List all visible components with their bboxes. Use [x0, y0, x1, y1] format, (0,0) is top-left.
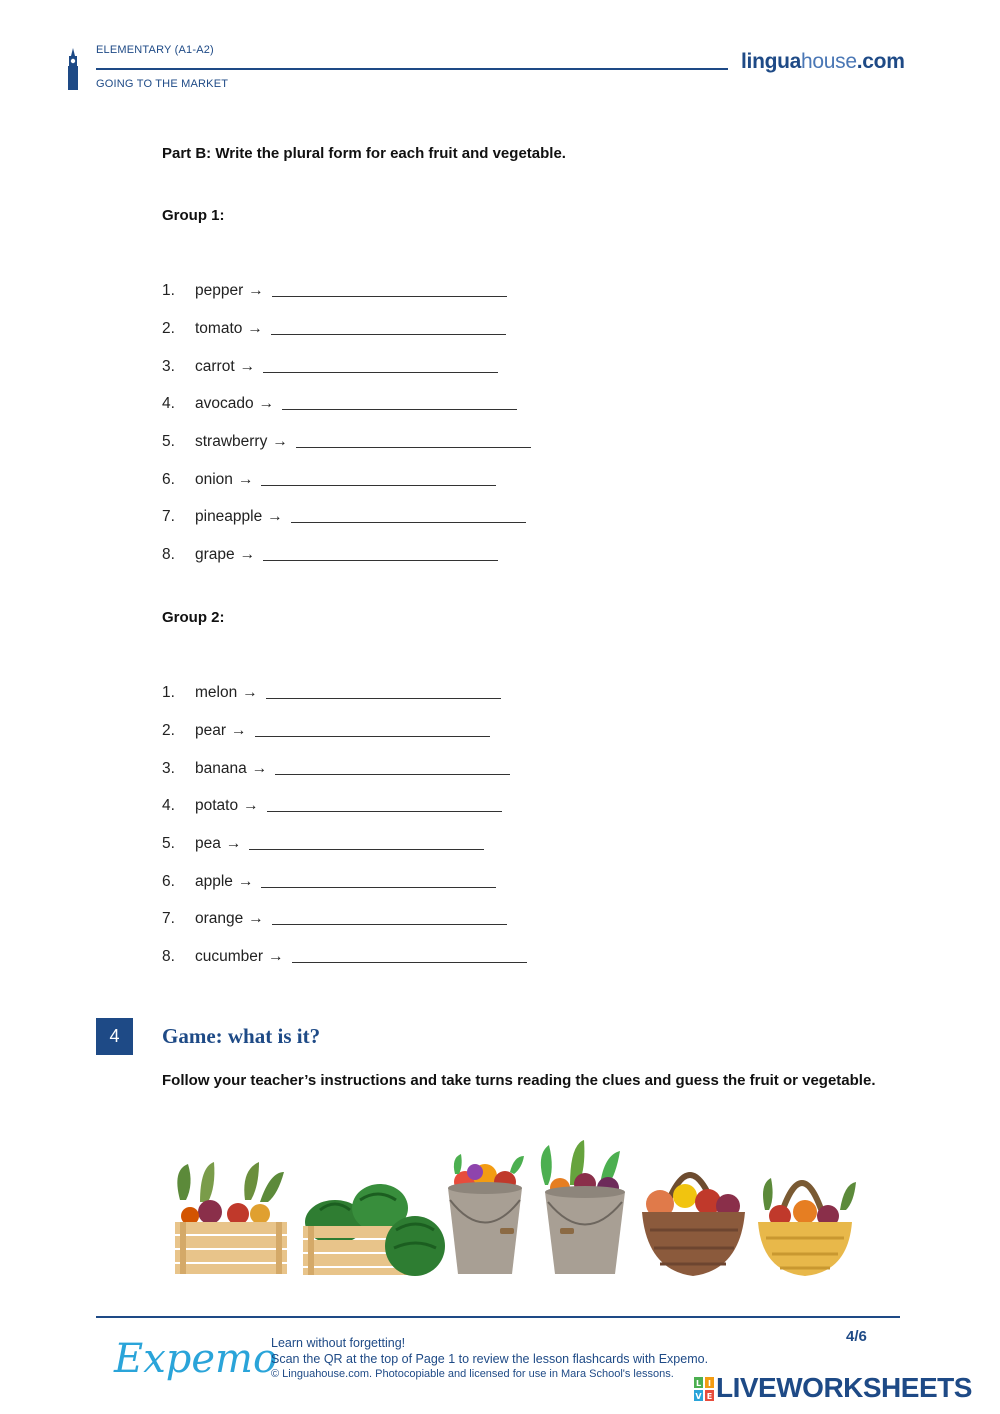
list-item [162, 867, 496, 891]
answer-blank[interactable] [249, 849, 484, 850]
watermelon-crate-icon [303, 1184, 445, 1276]
group-1-title: Group 1: [162, 207, 225, 224]
item-word: pea [195, 835, 221, 852]
item-number: 8. [162, 948, 175, 965]
list-item [162, 276, 507, 300]
item-number: 3. [162, 760, 175, 777]
answer-blank[interactable] [266, 698, 501, 699]
arrow-icon: → [239, 546, 256, 563]
item-word: pepper [195, 282, 244, 299]
item-word: apple [195, 873, 233, 890]
footer-scan-text: Scan the QR at the top of Page 1 to review the lesson flashcards with Expemo. [271, 1352, 709, 1366]
topic-label: GOING TO THE MARKET [96, 78, 229, 90]
arrow-icon: → [242, 684, 258, 701]
veg-bucket-icon [541, 1140, 625, 1274]
arrow-icon: → [239, 358, 256, 375]
section-instruction: Follow your teacher’s instructions and take turns reading the clues and guess the fruit or vegetable. [162, 1072, 876, 1089]
list-item [162, 314, 506, 338]
list-item [162, 716, 490, 740]
answer-blank[interactable] [282, 409, 517, 410]
lw-letter: I [708, 1379, 711, 1388]
arrow-icon: → [248, 282, 264, 299]
arrow-icon: → [251, 760, 268, 777]
brand-bold: lingua [741, 50, 802, 73]
item-number: 7. [162, 910, 175, 927]
header-rule [96, 68, 728, 70]
item-word: cucumber [195, 948, 264, 965]
arrow-icon: → [247, 320, 263, 337]
liveworksheets-logo[interactable]: LIVEWORKSHEETS [716, 1372, 972, 1403]
answer-blank[interactable] [296, 447, 531, 448]
item-number: 2. [162, 320, 175, 337]
list-item [162, 829, 484, 853]
lw-letter: V [695, 1392, 702, 1401]
answer-blank[interactable] [255, 736, 490, 737]
linguahouse-logo[interactable] [741, 50, 905, 74]
item-word: banana [195, 760, 247, 777]
answer-blank[interactable] [261, 887, 496, 888]
answer-blank[interactable] [292, 962, 527, 963]
item-number: 1. [162, 684, 175, 701]
arrow-icon: → [268, 948, 284, 965]
item-number: 2. [162, 722, 175, 739]
answer-blank[interactable] [261, 485, 496, 486]
item-number: 3. [162, 358, 175, 375]
expemo-logo[interactable] [114, 1328, 278, 1394]
fruit-bucket-icon [448, 1154, 524, 1274]
item-word: pineapple [195, 508, 263, 525]
list-item [162, 389, 517, 413]
big-ben-icon [66, 48, 80, 90]
item-number: 4. [162, 797, 175, 814]
list-item [162, 678, 501, 702]
arrow-icon: → [231, 722, 247, 739]
arrow-icon: → [237, 873, 254, 890]
level-label: ELEMENTARY (A1-A2) [96, 44, 214, 56]
footer-copyright: © Linguahouse.com. Photocopiable and licensed for use in Mara School's lessons. [271, 1368, 674, 1380]
arrow-icon: → [225, 835, 242, 852]
item-number: 5. [162, 835, 175, 852]
arrow-icon: → [243, 797, 259, 814]
item-number: 7. [162, 508, 175, 525]
section-title: Game: what is it? [162, 1024, 321, 1048]
item-word: tomato [195, 320, 243, 337]
list-item [162, 904, 507, 928]
fruit-basket-icon [642, 1175, 745, 1276]
item-number: 6. [162, 873, 175, 890]
footer-tagline: Learn without forgetting! [271, 1336, 406, 1350]
list-item [162, 427, 531, 451]
group-2-title: Group 2: [162, 609, 225, 626]
item-word: orange [195, 910, 244, 927]
lw-letter: E [706, 1392, 713, 1401]
answer-blank[interactable] [271, 334, 506, 335]
answer-blank[interactable] [267, 811, 502, 812]
expemo-logo-text: Expemo [114, 1336, 278, 1382]
answer-blank[interactable] [272, 924, 507, 925]
liveworksheets-grid-icon [694, 1377, 714, 1401]
part-b-instruction: Part B: Write the plural form for each fruit and vegetable. [162, 145, 566, 162]
arrow-icon: → [248, 910, 264, 927]
arrow-icon: → [272, 433, 288, 450]
item-word: avocado [195, 395, 254, 412]
arrow-icon: → [267, 508, 283, 525]
item-number: 1. [162, 282, 175, 299]
item-word: potato [195, 797, 239, 814]
list-item [162, 465, 496, 489]
lw-letter: L [695, 1379, 702, 1388]
item-number: 6. [162, 471, 175, 488]
answer-blank[interactable] [263, 560, 498, 561]
list-item [162, 352, 498, 376]
answer-blank[interactable] [263, 372, 498, 373]
item-word: pear [195, 722, 227, 739]
list-item [162, 942, 527, 966]
item-number: 8. [162, 546, 175, 563]
list-item [162, 791, 502, 815]
veg-crate-icon [175, 1162, 287, 1274]
arrow-icon: → [237, 471, 254, 488]
list-item [162, 540, 498, 564]
answer-blank[interactable] [272, 296, 507, 297]
arrow-icon: → [258, 395, 275, 412]
brand-light: house [801, 50, 857, 73]
item-number: 5. [162, 433, 175, 450]
item-word: melon [195, 684, 238, 701]
answer-blank[interactable] [291, 522, 526, 523]
item-word: carrot [195, 358, 235, 375]
section-number-badge: 4 [96, 1018, 133, 1055]
item-word: grape [195, 546, 235, 563]
item-word: onion [195, 471, 233, 488]
list-item [162, 502, 526, 526]
brand-suffix: .com [856, 50, 905, 73]
produce-illustration [160, 1130, 860, 1290]
footer-rule [96, 1316, 900, 1318]
veg-basket-icon [758, 1178, 856, 1276]
answer-blank[interactable] [275, 774, 510, 775]
item-number: 4. [162, 395, 175, 412]
list-item [162, 754, 510, 778]
page-number: 4/6 [846, 1328, 867, 1345]
item-word: strawberry [195, 433, 268, 450]
